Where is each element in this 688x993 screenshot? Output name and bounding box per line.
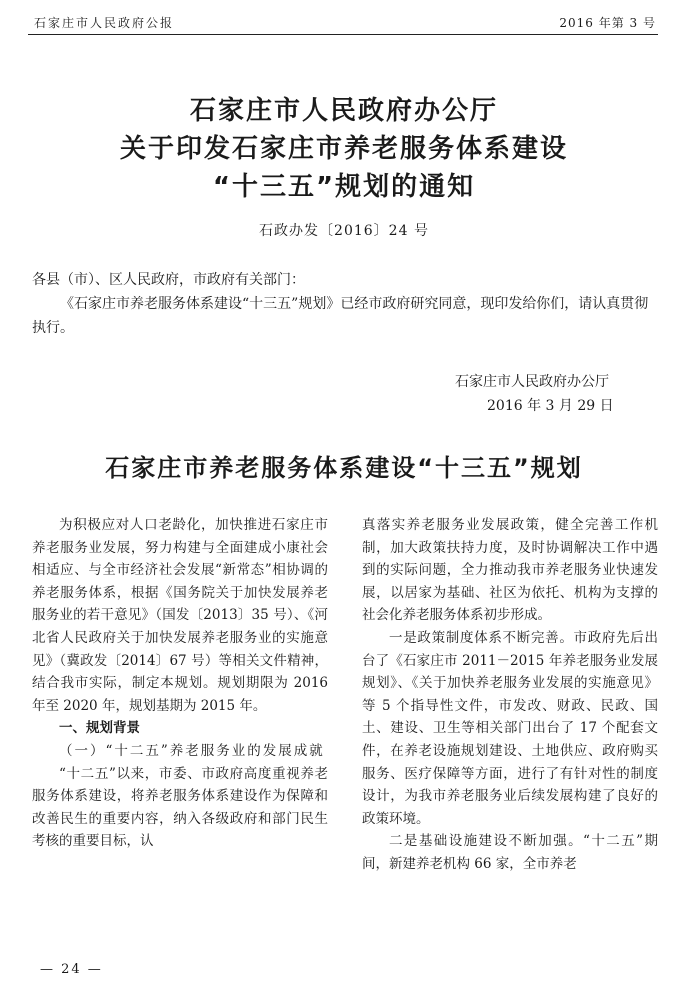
publication-name: 石家庄市人民政府公报 <box>34 16 175 30</box>
section-heading: 一、规划背景 <box>59 720 140 737</box>
left-column <box>32 514 328 853</box>
document-number: 石政办发〔2016〕24 号 <box>259 223 429 239</box>
issue-number: 2016 年第 3 号 <box>559 16 656 30</box>
issuer: 石家庄市人民政府办公厅 <box>455 374 609 390</box>
paragraph: 一是政策制度体系不断完善。市政府先后出台了《石家庄市 2011－2015 年养老服务业发展规划》、《关于加快养老服务业发展的实施意见》等 5 个指导性文件，市发改、财政、民政、国土、建设、卫生等相关部门出台了 17 个配套文件，在养老设施规划建设、土地供应、政府购买服务、医疗保障等方面，进行了有针对性的制度设计，为我市养老服务业后续发展构建了良好的政策环境。 <box>362 629 658 827</box>
subsection-heading: （一）“十二五”养老服务业的发展成就 <box>59 742 325 759</box>
signature-block <box>455 370 614 418</box>
right-column <box>362 514 658 876</box>
issue-date: 2016 年 3 月 29 日 <box>487 398 614 414</box>
notice-body <box>32 268 658 340</box>
title-line-1: 石家庄市人民政府办公厅 <box>189 96 498 126</box>
notice-text: 《石家庄市养老服务体系建设“十三五”规划》已经市政府研究同意，现印发给你们，请认真贯彻执行。 <box>32 296 649 336</box>
page-number: — 24 — <box>40 962 103 977</box>
notice-title <box>0 92 688 206</box>
addressee: 各县（市）、区人民政府，市政府有关部门： <box>32 272 305 288</box>
running-header <box>28 12 658 35</box>
intro-paragraph: 为积极应对人口老龄化，加快推进石家庄市养老服务业发展，努力构建与全面建成小康社会相适应、与全市经济社会发展“新常态”相协调的养老服务体系，根据《国务院关于加快发展养老服务业的若干意见》（国发〔2013〕35 号）、《河北省人民政府关于加快发展养老服务业的实施意见》（冀政发〔2014〕67 号）等相关文件精神，结合我市实际，制定本规划。规划期限为 2016 年至 2020 年，规划基期为 2015 年。 <box>32 517 328 714</box>
title-line-2: 关于印发石家庄市养老服务体系建设 <box>119 134 568 164</box>
plan-title: 石家庄市养老服务体系建设“十三五”规划 <box>105 454 583 482</box>
title-line-3: “十三五”规划的通知 <box>212 172 476 202</box>
paragraph-continued: 真落实养老服务业发展政策，健全完善工作机制，加大政策扶持力度，及时协调解决工作中遇到的实际问题，全力推动我市养老服务业快速发展，以居家为基础、社区为依托、机构为支撑的社会化养老服务体系初步形成。 <box>362 517 658 624</box>
paragraph: 二是基础设施建设不断加强。“十二五”期间，新建养老机构 66 家，全市养老 <box>362 833 658 872</box>
paragraph: “十二五”以来，市委、市政府高度重视养老服务体系建设，将养老服务体系建设作为保障和改善民生的重要内容，纳入各级政府和部门民生考核的重要目标，认 <box>32 765 328 850</box>
